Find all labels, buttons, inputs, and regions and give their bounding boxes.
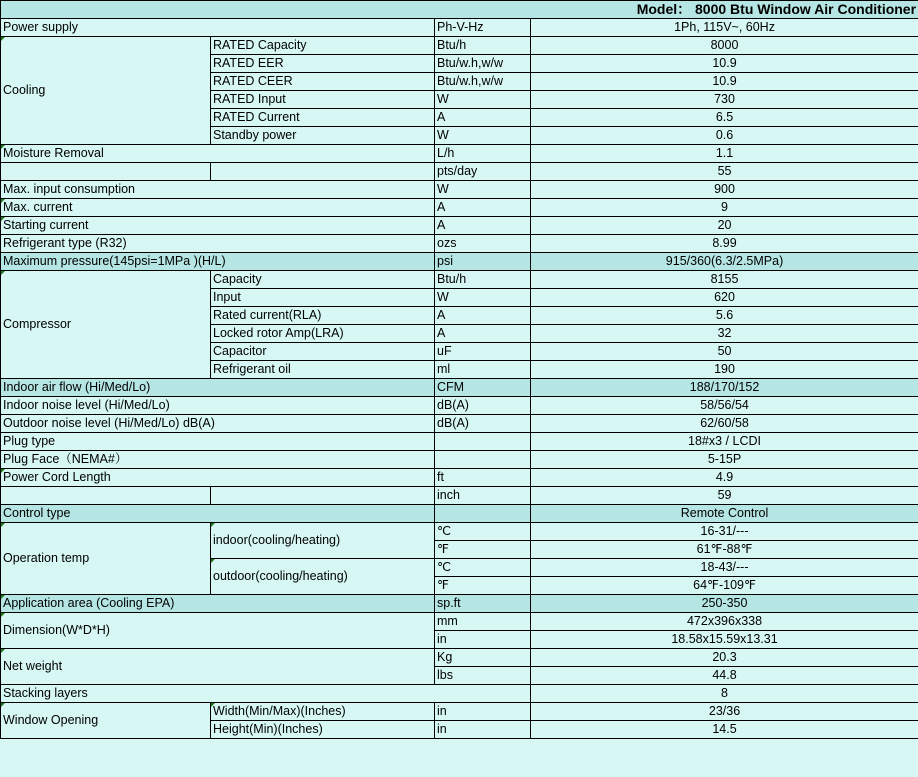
group-label-operation-temp: Operation temp bbox=[1, 523, 211, 595]
row-label: Maximum pressure(145psi=1MPa )(H/L) bbox=[1, 253, 435, 271]
row-value: 472x396x338 bbox=[531, 613, 918, 631]
table-row bbox=[1, 181, 918, 199]
table-row bbox=[1, 397, 918, 415]
empty-cell bbox=[435, 505, 531, 523]
model-title: Model： 8000 Btu Window Air Conditioner bbox=[1, 1, 918, 19]
row-unit: in bbox=[435, 631, 531, 649]
row-value: 16-31/--- bbox=[531, 523, 918, 541]
row-value: 14.5 bbox=[531, 721, 918, 739]
sub-label: RATED CEER bbox=[211, 73, 435, 91]
row-label: Net weight bbox=[1, 649, 435, 685]
row-unit: ℃ bbox=[435, 559, 531, 577]
table-row bbox=[1, 649, 918, 667]
row-unit: Ph-V-Hz bbox=[435, 19, 531, 37]
empty-cell bbox=[211, 487, 435, 505]
row-unit: A bbox=[435, 109, 531, 127]
row-value: 1Ph, 115V~, 60Hz bbox=[531, 19, 918, 37]
row-unit: ft bbox=[435, 469, 531, 487]
table-row bbox=[1, 415, 918, 433]
row-label: Outdoor noise level (Hi/Med/Lo) dB(A) bbox=[1, 415, 435, 433]
table-row bbox=[1, 271, 918, 289]
row-value: 9 bbox=[531, 199, 918, 217]
row-label: Plug type bbox=[1, 433, 435, 451]
row-unit: in bbox=[435, 721, 531, 739]
row-unit: dB(A) bbox=[435, 397, 531, 415]
row-label: Application area (Cooling EPA) bbox=[1, 595, 435, 613]
row-unit: uF bbox=[435, 343, 531, 361]
row-value: 58/56/54 bbox=[531, 397, 918, 415]
row-value: 20.3 bbox=[531, 649, 918, 667]
row-value: 18-43/--- bbox=[531, 559, 918, 577]
row-label: Max. current bbox=[1, 199, 435, 217]
row-value: 900 bbox=[531, 181, 918, 199]
row-unit: in bbox=[435, 703, 531, 721]
row-value: Remote Control bbox=[531, 505, 918, 523]
row-unit: ml bbox=[435, 361, 531, 379]
row-unit: W bbox=[435, 127, 531, 145]
row-value: 1.1 bbox=[531, 145, 918, 163]
model-header-row bbox=[1, 1, 918, 19]
row-value: 0.6 bbox=[531, 127, 918, 145]
table-row bbox=[1, 235, 918, 253]
empty-cell bbox=[435, 451, 531, 469]
sub-label: Rated current(RLA) bbox=[211, 307, 435, 325]
row-label: Refrigerant type (R32) bbox=[1, 235, 435, 253]
row-unit: L/h bbox=[435, 145, 531, 163]
row-value: 20 bbox=[531, 217, 918, 235]
row-value: 59 bbox=[531, 487, 918, 505]
table-row bbox=[1, 703, 918, 721]
row-unit: Kg bbox=[435, 649, 531, 667]
row-unit: sp.ft bbox=[435, 595, 531, 613]
row-unit: A bbox=[435, 307, 531, 325]
empty-cell bbox=[435, 433, 531, 451]
row-value: 55 bbox=[531, 163, 918, 181]
row-unit: lbs bbox=[435, 667, 531, 685]
sub-label: indoor(cooling/heating) bbox=[211, 523, 435, 559]
row-label: Power supply bbox=[1, 19, 435, 37]
sub-label: RATED Input bbox=[211, 91, 435, 109]
sub-label: Refrigerant oil bbox=[211, 361, 435, 379]
row-value: 8155 bbox=[531, 271, 918, 289]
row-unit: ℃ bbox=[435, 523, 531, 541]
table-row bbox=[1, 145, 918, 163]
row-unit: W bbox=[435, 289, 531, 307]
row-unit: A bbox=[435, 199, 531, 217]
row-value: 44.8 bbox=[531, 667, 918, 685]
row-value: 190 bbox=[531, 361, 918, 379]
row-label: Indoor noise level (Hi/Med/Lo) bbox=[1, 397, 435, 415]
row-value: 10.9 bbox=[531, 73, 918, 91]
sub-label: Standby power bbox=[211, 127, 435, 145]
row-unit: pts/day bbox=[435, 163, 531, 181]
row-unit: ozs bbox=[435, 235, 531, 253]
row-value: 8000 bbox=[531, 37, 918, 55]
table-row bbox=[1, 451, 918, 469]
row-value: 64℉-109℉ bbox=[531, 577, 918, 595]
sub-label: Capacitor bbox=[211, 343, 435, 361]
row-value: 10.9 bbox=[531, 55, 918, 73]
row-value: 5-15P bbox=[531, 451, 918, 469]
table-row bbox=[1, 433, 918, 451]
row-value: 23/36 bbox=[531, 703, 918, 721]
sub-label: Height(Min)(Inches) bbox=[211, 721, 435, 739]
row-label: Control type bbox=[1, 505, 435, 523]
row-unit: ℉ bbox=[435, 577, 531, 595]
table-row bbox=[1, 505, 918, 523]
table-row bbox=[1, 523, 918, 541]
row-label: Dimension(W*D*H) bbox=[1, 613, 435, 649]
row-value: 62/60/58 bbox=[531, 415, 918, 433]
row-value: 730 bbox=[531, 91, 918, 109]
row-value: 18.58x15.59x13.31 bbox=[531, 631, 918, 649]
table-row bbox=[1, 19, 918, 37]
row-label: Moisture Removal bbox=[1, 145, 435, 163]
row-value: 18#x3 / LCDI bbox=[531, 433, 918, 451]
empty-cell bbox=[1, 163, 211, 181]
row-label: Stacking layers bbox=[1, 685, 531, 703]
table-row bbox=[1, 379, 918, 397]
table-row bbox=[1, 217, 918, 235]
table-row bbox=[1, 253, 918, 271]
sub-label: RATED Capacity bbox=[211, 37, 435, 55]
row-label: Indoor air flow (Hi/Med/Lo) bbox=[1, 379, 435, 397]
row-unit: Btu/w.h,w/w bbox=[435, 55, 531, 73]
row-value: 250-350 bbox=[531, 595, 918, 613]
row-value: 8.99 bbox=[531, 235, 918, 253]
sub-label: Input bbox=[211, 289, 435, 307]
row-unit: CFM bbox=[435, 379, 531, 397]
table-row bbox=[1, 595, 918, 613]
row-value: 50 bbox=[531, 343, 918, 361]
row-label: Starting current bbox=[1, 217, 435, 235]
group-label-compressor: Compressor bbox=[1, 271, 211, 379]
sub-label: Capacity bbox=[211, 271, 435, 289]
row-unit: dB(A) bbox=[435, 415, 531, 433]
row-unit: psi bbox=[435, 253, 531, 271]
row-unit: ℉ bbox=[435, 541, 531, 559]
table-row bbox=[1, 469, 918, 487]
group-label-window-opening: Window Opening bbox=[1, 703, 211, 739]
row-value: 32 bbox=[531, 325, 918, 343]
table-row bbox=[1, 199, 918, 217]
row-unit: W bbox=[435, 91, 531, 109]
group-label-cooling: Cooling bbox=[1, 37, 211, 145]
row-unit: W bbox=[435, 181, 531, 199]
table-row bbox=[1, 163, 918, 181]
row-value: 915/360(6.3/2.5MPa) bbox=[531, 253, 918, 271]
sub-label: Locked rotor Amp(LRA) bbox=[211, 325, 435, 343]
row-value: 188/170/152 bbox=[531, 379, 918, 397]
table-row bbox=[1, 613, 918, 631]
table-row bbox=[1, 37, 918, 55]
row-value: 620 bbox=[531, 289, 918, 307]
sub-label: outdoor(cooling/heating) bbox=[211, 559, 435, 595]
row-value: 61℉-88℉ bbox=[531, 541, 918, 559]
row-value: 8 bbox=[531, 685, 918, 703]
row-unit: A bbox=[435, 217, 531, 235]
table-row bbox=[1, 685, 918, 703]
table-row bbox=[1, 487, 918, 505]
row-unit: Btu/h bbox=[435, 271, 531, 289]
sub-label: Width(Min/Max)(Inches) bbox=[211, 703, 435, 721]
empty-cell bbox=[211, 163, 435, 181]
row-unit: inch bbox=[435, 487, 531, 505]
row-unit: A bbox=[435, 325, 531, 343]
row-unit: Btu/h bbox=[435, 37, 531, 55]
row-label: Max. input consumption bbox=[1, 181, 435, 199]
empty-cell bbox=[1, 487, 211, 505]
row-unit: Btu/w.h,w/w bbox=[435, 73, 531, 91]
row-value: 5.6 bbox=[531, 307, 918, 325]
sub-label: RATED EER bbox=[211, 55, 435, 73]
row-value: 6.5 bbox=[531, 109, 918, 127]
row-label: Power Cord Length bbox=[1, 469, 435, 487]
row-label: Plug Face（NEMA#） bbox=[1, 451, 435, 469]
sub-label: RATED Current bbox=[211, 109, 435, 127]
row-value: 4.9 bbox=[531, 469, 918, 487]
row-unit: mm bbox=[435, 613, 531, 631]
